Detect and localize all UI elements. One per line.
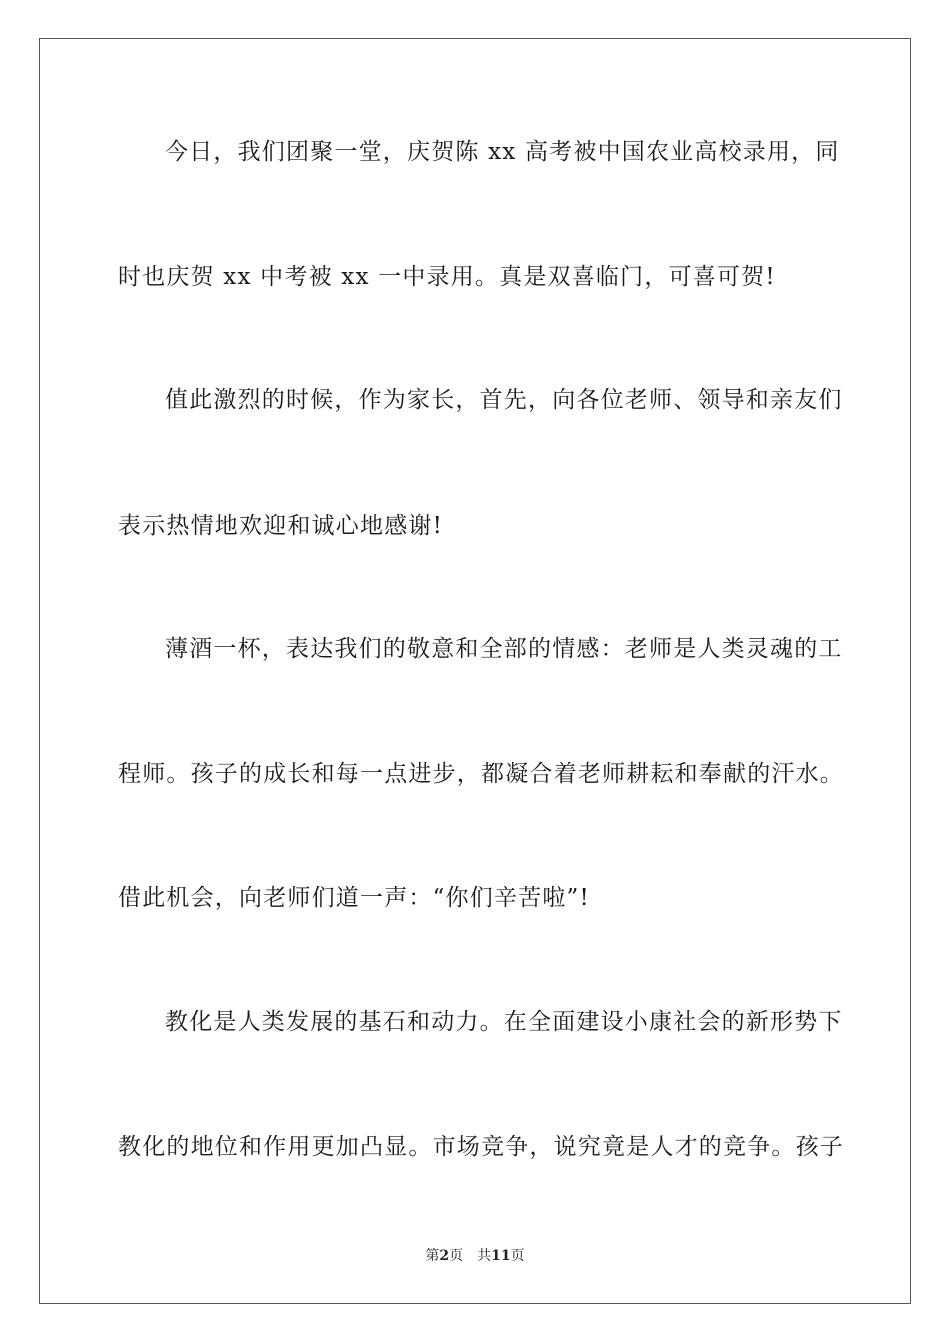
total-suffix: 页 xyxy=(510,1248,525,1264)
total-pages: 11 xyxy=(491,1248,511,1264)
paragraph-1-line-2: 时也庆贺 xx 中考被 xx 一中录用。真是双喜临门，可喜可贺! xyxy=(118,264,776,290)
paragraph-3-line-1: 薄酒一杯，表达我们的敬意和全部的情感：老师是人类灵魂的工 xyxy=(165,636,843,662)
paragraph-4-line-1: 教化是人类发展的基石和动力。在全面建设小康社会的新形势下 xyxy=(165,1009,843,1035)
paragraph-3-line-3: 借此机会，向老师们道一声：“你们辛苦啦”! xyxy=(118,885,590,911)
total-prefix: 共 xyxy=(477,1248,492,1264)
paragraph-3-line-2: 程师。孩子的成长和每一点进步，都凝合着老师耕耘和奉献的汗水。 xyxy=(118,761,844,787)
page-prefix: 第 xyxy=(425,1248,440,1264)
page-border xyxy=(39,38,911,1304)
paragraph-2-line-1: 值此激烈的时候，作为家长，首先，向各位老师、领导和亲友们 xyxy=(165,387,843,413)
paragraph-2-line-2: 表示热情地欢迎和诚心地感谢! xyxy=(118,513,444,539)
paragraph-4-line-2: 教化的地位和作用更加凸显。市场竞争，说究竟是人才的竞争。孩子 xyxy=(118,1134,844,1160)
paragraph-1-line-1: 今日，我们团聚一堂，庆贺陈 xx 高考被中国农业高校录用，同 xyxy=(165,139,840,165)
page-footer xyxy=(0,1247,950,1265)
page-number: 2 xyxy=(439,1248,450,1264)
page-suffix: 页 xyxy=(449,1248,464,1264)
